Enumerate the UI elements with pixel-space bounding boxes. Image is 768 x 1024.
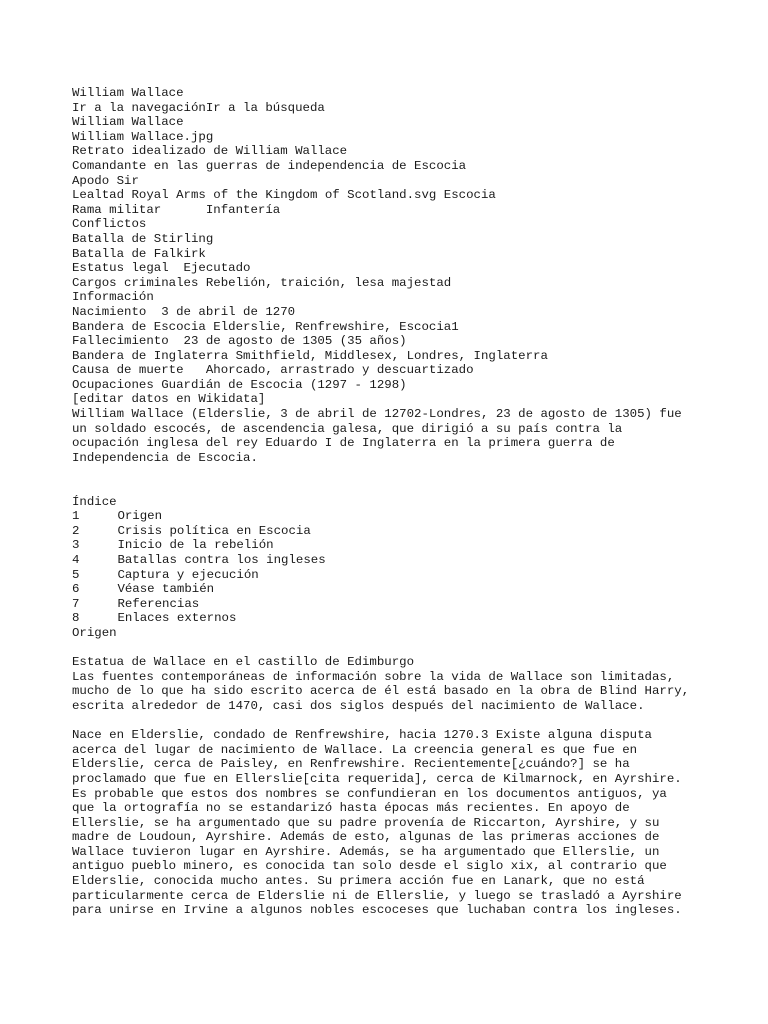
table-of-contents [72,509,712,626]
infobox-battle[interactable]: Batalla de Stirling [72,231,214,246]
toc-label[interactable]: Crisis política en Escocia [117,523,311,538]
infobox-birth-place: Bandera de Escocia Elderslie, Renfrewshire, Escocia1 [72,319,459,334]
toc-label[interactable]: Inicio de la rebelión [117,538,274,553]
toc-label[interactable]: Batallas contra los ingleses [117,553,326,567]
paragraph-line: mucho de lo que ha sido escrito acerca de él está basado en la obra de Blind Harry, [72,684,690,699]
paragraph-line: Wallace tuvieron lugar en Ayrshire. Además, se ha argumentado que Ellerslie, un [72,844,660,859]
paragraph-line: Nace en Elderslie, condado de Renfrewshire, hacia 1270.3 Existe alguna disputa [72,728,652,743]
infobox-death-cause: Causa de muerte Ahorcado, arrastrado y descuartizado [72,363,474,378]
paragraph-line: acerca del lugar de nacimiento de Wallace. La creencia general es que fue en [72,742,638,757]
paragraph-line: Ellerslie, se ha argumentado que su padre provenía de Riccarton, Ayrshire, y su [72,815,660,830]
toc-item[interactable] [72,582,712,597]
spacer [72,480,712,495]
toc-item[interactable] [72,611,712,626]
document-page [72,86,712,918]
toc-number: 2 [72,523,80,538]
toc-number: 8 [72,611,80,626]
paragraph-line: proclamado que fue en Ellerslie[cita requerida], cerca de Kilmarnock, en Ayrshire. [72,771,682,786]
toc-label[interactable]: Véase también [117,582,215,597]
paragraph [72,728,712,918]
article-title: William Wallace [72,86,184,100]
paragraph-line: madre de Loudoun, Ayrshire. Además de esto, algunas de las primeras acciones de [72,830,660,845]
toc-item[interactable] [72,568,712,583]
toc-heading: Índice [72,494,117,509]
intro-line: William Wallace (Elderslie, 3 de abril de 12702-Londres, 23 de agosto de 1305) fue [72,407,682,422]
toc-item[interactable] [72,597,712,612]
skip-links[interactable]: Ir a la navegaciónIr a la búsqueda [72,100,325,115]
infobox-info-heading: Información [72,290,154,305]
toc-item[interactable] [72,538,712,553]
infobox-image-caption: Retrato idealizado de William Wallace [72,144,348,159]
toc-number: 6 [72,582,80,597]
intro-line: Independencia de Escocia. [72,450,258,465]
paragraph-line: Es probable que estos dos nombres se confundieran en los documentos antiguos, ya [72,786,667,801]
paragraph-line: Elderslie, cerca de Paisley, en Renfrewshire. Recientemente[¿cuándo?] se ha [72,757,630,772]
toc-item[interactable] [72,553,712,568]
toc-label[interactable]: Enlaces externos [117,611,237,626]
toc-label[interactable]: Origen [117,509,163,524]
infobox-death: Fallecimiento 23 de agosto de 1305 (35 años) [72,334,407,349]
paragraph-line: que la ortografía no se estandarizó hasta épocas más recientes. En apoyo de [72,801,630,816]
toc-number: 5 [72,567,80,582]
spacer [72,714,712,729]
toc-number: 3 [72,538,80,553]
toc-number: 7 [72,596,80,611]
paragraph-line: particularmente cerca de Elderslie ni de Ellerslie, y luego se trasladó a Ayrshire [72,888,682,903]
intro-line: ocupación inglesa del rey Eduardo I de Inglaterra en la primera guerra de [72,436,615,451]
toc-number: 1 [72,509,80,524]
paragraph [72,670,712,714]
toc-label[interactable]: Referencias [117,596,200,611]
section-heading-origen: Origen [72,625,117,640]
spacer [72,641,712,656]
infobox-nickname: Apodo Sir [72,173,139,188]
infobox-death-place: Bandera de Inglaterra Smithfield, Middlesex, Londres, Inglaterra [72,348,548,363]
paragraph-line: antiguo pueblo minero, es conocida tan solo desde el siglo xix, al contrario que [72,859,667,874]
toc-label[interactable]: Captura y ejecución [117,567,259,582]
spacer [72,465,712,480]
infobox-branch: Rama militar Infantería [72,202,281,217]
infobox-charges: Cargos criminales Rebelión, traición, lesa majestad [72,275,452,290]
edit-wikidata-link[interactable]: [editar datos en Wikidata] [72,392,266,407]
toc-item[interactable] [72,509,712,524]
infobox-occupation: Ocupaciones Guardián de Escocia (1297 - 1298) [72,377,407,392]
paragraph-line: para unirse en Irvine a algunos nobles escoceses que luchaban contra los ingleses. [72,903,682,918]
infobox-role: Comandante en las guerras de independencia de Escocia [72,158,467,173]
statue-image-caption: Estatua de Wallace en el castillo de Edimburgo [72,655,415,670]
paragraph-line: Elderslie, conocida mucho antes. Su primera acción fue en Lanark, que no está [72,874,645,889]
paragraph-line: escrita alrededor de 1470, casi dos siglos después del nacimiento de Wallace. [72,698,645,713]
infobox-image-file[interactable]: William Wallace.jpg [72,129,214,144]
toc-number: 4 [72,553,80,567]
infobox-allegiance: Lealtad Royal Arms of the Kingdom of Scotland.svg Escocia [72,188,496,203]
infobox-battle[interactable]: Batalla de Falkirk [72,246,206,261]
infobox-conflicts-heading: Conflictos [72,217,147,232]
infobox-birth: Nacimiento 3 de abril de 1270 [72,304,296,319]
infobox-legal-status: Estatus legal Ejecutado [72,261,251,276]
paragraph-line: Las fuentes contemporáneas de información sobre la vida de Wallace son limitadas, [72,669,675,684]
toc-item[interactable] [72,524,712,539]
intro-line: un soldado escocés, de ascendencia galesa, que dirigió a su país contra la [72,421,623,436]
infobox-name: William Wallace [72,115,184,130]
